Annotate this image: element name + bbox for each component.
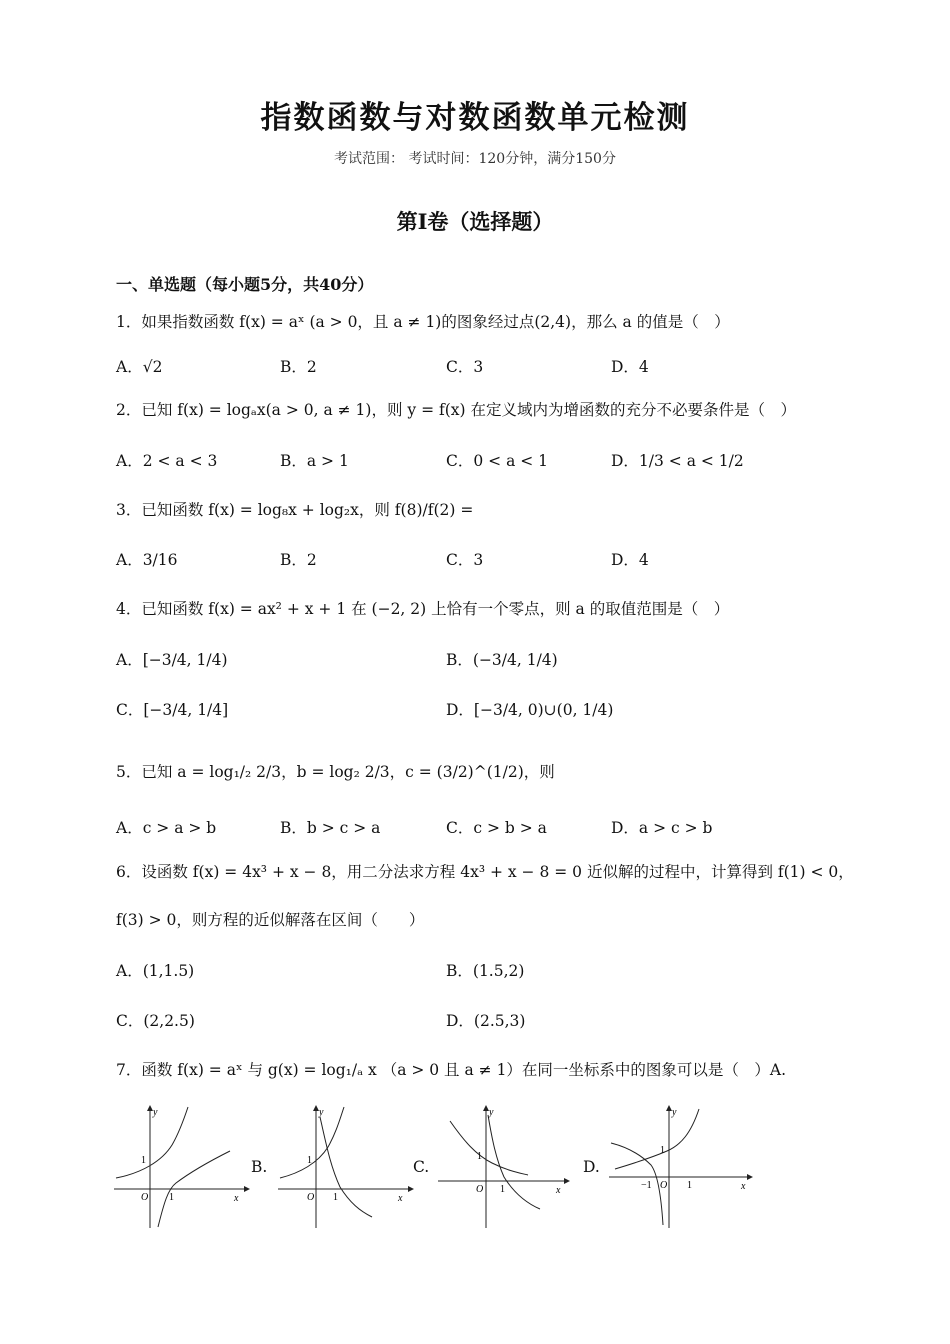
graph-c-y-label: y [489,1107,494,1118]
question-3-option-c: C．3 [446,551,484,569]
question-2-option-a: A．2 < a < 3 [116,452,218,470]
question-5-option-d: D．a > c > b [611,819,713,837]
graph-b-y-label: y [319,1107,324,1118]
question-7-option-c: C. [413,1158,430,1176]
question-2-option-c: C．0 < a < 1 [446,452,549,470]
question-5-option-b: B．b > c > a [280,819,381,837]
question-6-option-c: C．(2,2.5) [116,1012,195,1030]
part-heading: 第I卷（选择题） [396,209,554,234]
question-1-option-b: B．2 [280,358,317,376]
section-heading: 一、单选题（每小题5分，共40分） [116,275,374,294]
page-title: 指数函数与对数函数单元检测 [260,100,690,136]
graph-b [276,1103,416,1233]
graph-a-y-one: 1 [141,1155,146,1166]
graph-c-y-one: 1 [477,1151,482,1162]
question-6-option-b: B．(1.5,2) [446,962,525,980]
graph-a-x-one: 1 [169,1192,174,1203]
question-3-stem: 3．已知函数 f(x) = log₈x + log₂x，则 f(8)/f(2) = [116,501,474,519]
question-5-stem: 5．已知 a = log₁/₂ 2/3，b = log₂ 2/3，c = (3/2)^(1/2)，则 [116,763,555,781]
question-1-stem: 1．如果指数函数 f(x) = aˣ (a > 0，且 a ≠ 1)的图象经过点(2,4)，那么 a 的值是（ ） [116,313,730,331]
question-6-stem-continued: f(3) > 0，则方程的近似解落在区间（ ） [116,911,425,929]
question-1-option-a: A．√2 [116,358,163,376]
graph-d-x-neg-one: −1 [641,1180,652,1191]
question-5-option-c: C．c > b > a [446,819,547,837]
question-5-option-a: A．c > a > b [116,819,217,837]
question-3-option-d: D．4 [611,551,649,569]
graph-d-origin-label: O [660,1180,668,1191]
graph-c [436,1103,576,1233]
graph-d-x-one: 1 [687,1180,692,1191]
graph-b-y-one: 1 [307,1155,312,1166]
question-2-option-d: D．1/3 < a < 1/2 [611,452,744,470]
graph-b-x-label: x [398,1193,403,1204]
question-7-option-b: B. [251,1158,268,1176]
graph-d [607,1103,757,1233]
question-3-option-a: A．3/16 [116,551,178,569]
question-4-option-d: D．[−3/4, 0)∪(0, 1/4) [446,701,614,719]
graph-a-x-label: x [234,1193,239,1204]
graph-c-origin-label: O [476,1184,484,1195]
question-2-stem: 2．已知 f(x) = logₐx(a > 0, a ≠ 1)，则 y = f(x) 在定义域内为增函数的充分不必要条件是（ ） [116,401,796,419]
exam-info: 考试范围： 考试时间：120分钟，满分150分 [334,151,616,167]
question-1-option-d: D．4 [611,358,649,376]
graph-c-x-one: 1 [500,1184,505,1195]
graph-a-origin-label: O [141,1192,149,1203]
graph-b-origin-label: O [307,1192,315,1203]
graph-a [112,1103,252,1233]
question-4-stem: 4．已知函数 f(x) = ax² + x + 1 在 (−2, 2) 上恰有一个零点，则 a 的取值范围是（ ） [116,600,730,618]
question-4-option-c: C．[−3/4, 1/4] [116,701,229,719]
graph-d-y-one: 1 [660,1145,665,1156]
question-3-option-b: B．2 [280,551,317,569]
question-4-option-b: B．(−3/4, 1/4) [446,651,558,669]
graph-a-y-label: y [153,1107,158,1118]
graph-b-x-one: 1 [333,1192,338,1203]
graph-c-x-label: x [556,1185,561,1196]
question-6-option-d: D．(2.5,3) [446,1012,526,1030]
question-2-option-b: B．a > 1 [280,452,349,470]
question-4-option-a: A．[−3/4, 1/4) [116,651,228,669]
graph-d-y-label: y [672,1107,677,1118]
question-1-option-c: C．3 [446,358,484,376]
question-7-stem: 7．函数 f(x) = aˣ 与 g(x) = log₁/ₐ x （a > 0 且 a ≠ 1）在同一坐标系中的图象可以是（ ）A. [116,1061,787,1079]
graph-d-x-label: x [741,1181,746,1192]
question-7-option-d: D. [583,1158,600,1176]
question-6-stem: 6．设函数 f(x) = 4x³ + x − 8，用二分法求方程 4x³ + x − 8 = 0 近似解的过程中，计算得到 f(1) < 0， [116,863,854,881]
question-6-option-a: A．(1,1.5) [116,962,195,980]
